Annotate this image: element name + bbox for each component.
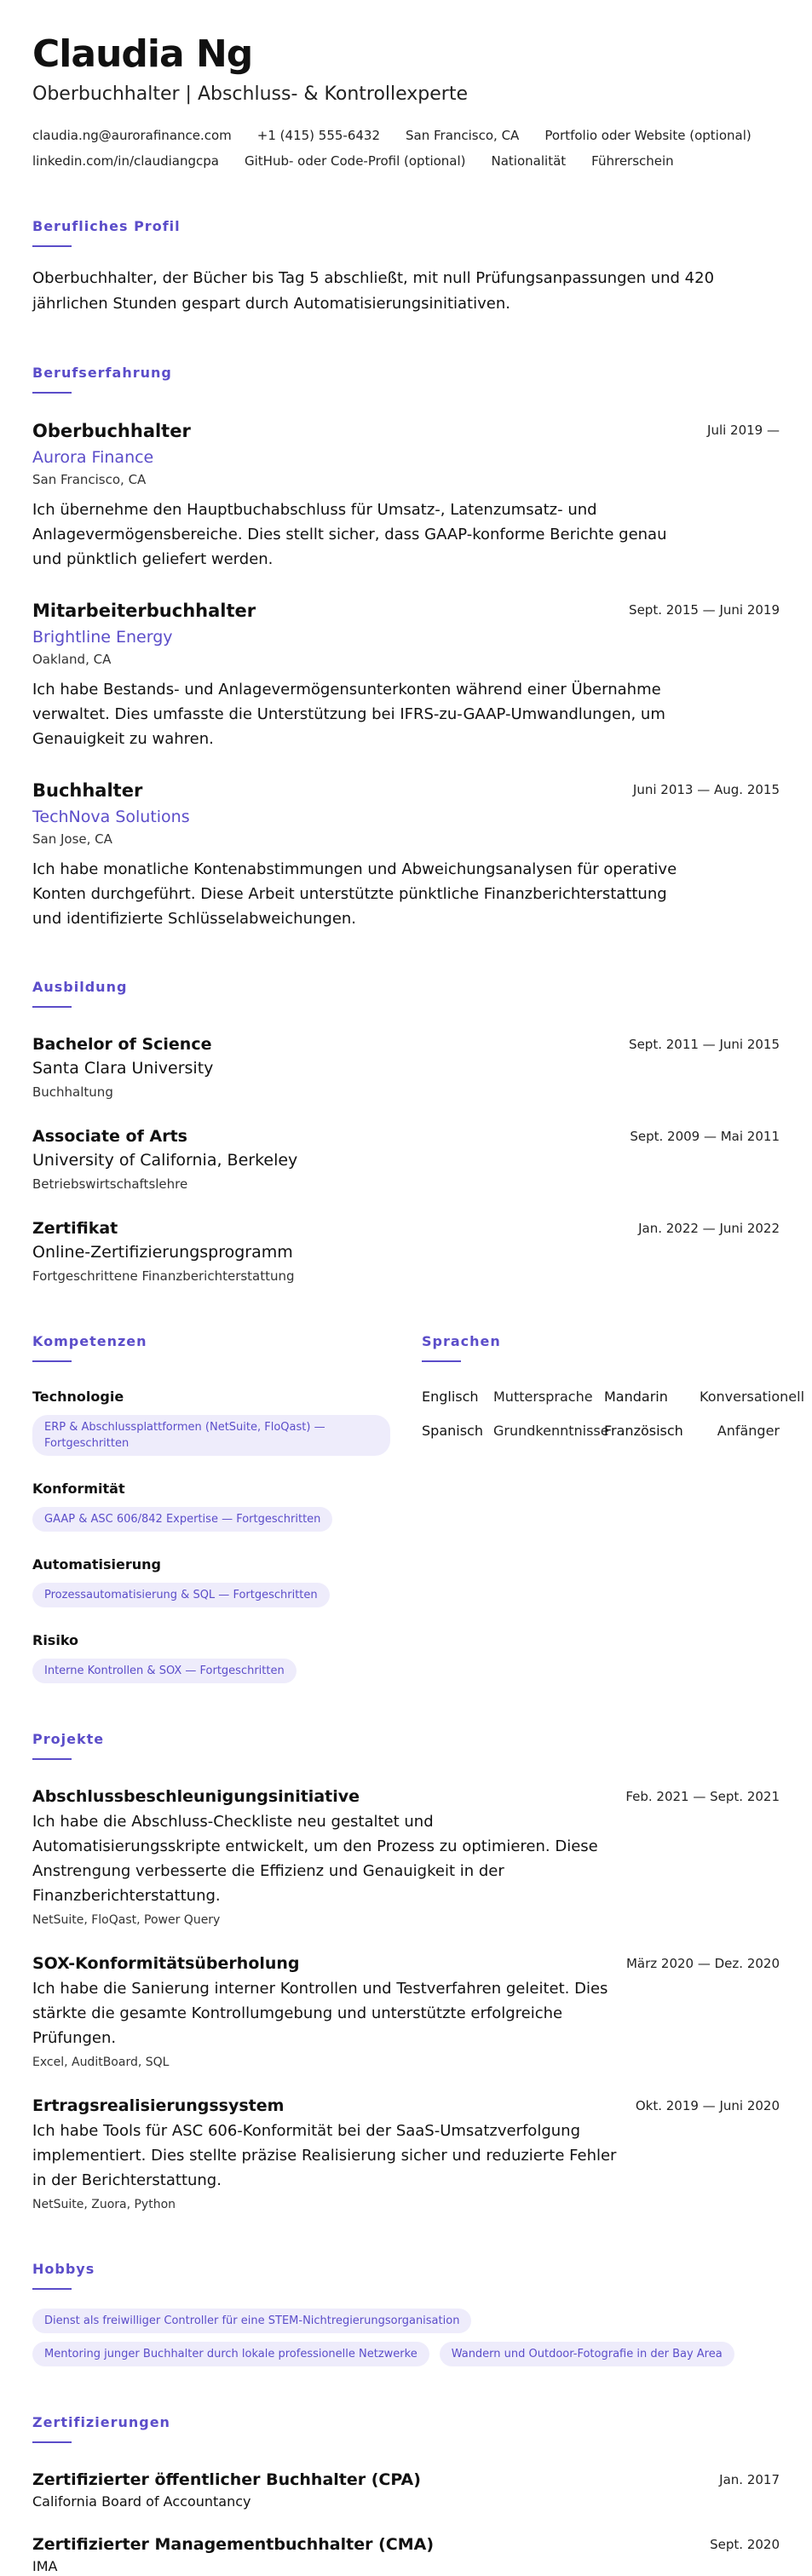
project-entry [32,2095,780,2213]
job-company: Aurora Finance [32,448,154,467]
section-divider [32,1360,72,1362]
language-level: Muttersprache [493,1389,593,1405]
certification-title: Zertifizierter Managementbuchhalter (CMA) [32,2535,435,2554]
section-title: Projekte [32,1731,105,1747]
job-company: Brightline Energy [32,628,173,647]
education-section [32,979,780,1285]
profile-section [32,218,780,317]
language-name: Englisch [422,1389,479,1405]
job-title: Buchhalter [32,780,143,801]
skills-languages-row [32,1333,805,1683]
skill-category: Risiko [32,1632,79,1648]
language-level: Konversationell [700,1389,805,1405]
project-entry [32,1785,780,1929]
skill-pill: ERP & Abschlussplattformen (NetSuite, FloQast) — Fortgeschritten [32,1415,390,1456]
job-company: TechNova Solutions [32,808,190,826]
certification-date: Sept. 2020 [710,2537,780,2552]
education-entry [32,1217,780,1285]
hobby-pill: Wandern und Outdoor-Fotografie in der Bay Area [440,2342,734,2366]
section-divider [32,1758,72,1760]
contact-email[interactable]: claudia.ng@aurorafinance.com [32,128,232,143]
job-entry [32,419,780,572]
education-field: Fortgeschrittene Finanzberichterstattung [32,1268,295,1284]
skill-category: Konformität [32,1481,125,1497]
section-title: Zertifizierungen [32,2414,170,2430]
job-entry [32,779,780,931]
skill-category: Automatisierung [32,1556,161,1573]
education-degree: Bachelor of Science [32,1035,212,1054]
job-entry [32,599,780,751]
skill-pill: GAAP & ASC 606/842 Expertise — Fortgeschritten [32,1507,332,1532]
education-institution: University of California, Berkeley [32,1151,298,1170]
education-dates: Sept. 2009 — Mai 2011 [630,1129,780,1144]
language-name: Spanisch [422,1423,483,1439]
language-name: Französisch [604,1423,683,1439]
education-degree: Associate of Arts [32,1127,187,1146]
certification-issuer: California Board of Accountancy [32,2493,251,2510]
certification-issuer: IMA [32,2558,58,2574]
hobby-pill: Dienst als freiwilliger Controller für eine STEM-Nichtregierungsorganisation [32,2309,471,2333]
contact-portfolio[interactable]: Portfolio oder Website (optional) [544,128,752,143]
job-description: Ich habe Bestands- und Anlagevermögensunterkonten während einer Übernahme verwaltet. Dies umfasste die Unterstützung bei IFRS-zu-GAAP-Umwandlungen, um Genauigkeit zu wahren. [32,681,665,748]
projects-section [32,1731,780,2213]
job-dates: Sept. 2015 — Juni 2019 [629,602,780,618]
section-divider [32,245,72,247]
certification-entry [32,2469,780,2511]
project-tech: NetSuite, FloQast, Power Query [32,1913,221,1927]
language-list [422,1388,805,1440]
project-description: Ich habe Tools für ASC 606-Konformität bei der SaaS-Umsatzverfolgung implementiert. Dies stellte präzise Realisierung sicher und reduzierte Fehler in der Berichterstattung. [32,2122,617,2189]
contact-linkedin[interactable]: linkedin.com/in/claudiangcpa [32,153,219,169]
skills-section [32,1333,390,1683]
section-divider [32,2288,72,2290]
project-entry [32,1952,780,2071]
candidate-headline: Oberbuchhalter | Abschluss- & Kontrollexperte [32,83,469,105]
project-dates: März 2020 — Dez. 2020 [625,1956,780,1971]
education-degree: Zertifikat [32,1219,118,1238]
section-title: Berufserfahrung [32,365,172,381]
job-location: Oakland, CA [32,652,112,667]
language-name: Mandarin [604,1389,668,1405]
education-institution: Online-Zertifizierungsprogramm [32,1243,293,1262]
section-title: Kompetenzen [32,1333,147,1349]
job-location: San Francisco, CA [32,472,147,487]
job-dates: Juli 2019 — [707,423,780,438]
candidate-name: Claudia Ng [32,32,253,76]
language-level: Anfänger [717,1423,780,1439]
project-title: Abschlussbeschleunigungsinitiative [32,1787,360,1806]
contact-license: Führerschein [591,153,674,169]
job-description: Ich habe monatliche Kontenabstimmungen und Abweichungsanalysen für operative Konten durchgeführt. Diese Arbeit unterstützte pünktliche Finanzberichterstattung und identifizierte Schlüsselabweichungen. [32,860,677,928]
contact-location: San Francisco, CA [406,128,520,143]
project-description: Ich habe die Sanierung interner Kontrollen und Testverfahren geleitet. Dies stärkte die gesamte Kontrollumgebung und unterstützte erfolgreiche Prüfungen. [32,1980,608,2047]
project-title: SOX-Konformitätsüberholung [32,1954,300,1973]
certification-date: Jan. 2017 [719,2472,780,2487]
hobby-list [32,2309,780,2366]
project-dates: Feb. 2021 — Sept. 2021 [625,1789,780,1804]
project-title: Ertragsrealisierungssystem [32,2096,285,2115]
section-divider [422,1360,461,1362]
hobby-pill: Mentoring junger Buchhalter durch lokale professionelle Netzwerke [32,2342,429,2366]
section-divider [32,392,72,394]
project-tech: Excel, AuditBoard, SQL [32,2056,170,2069]
job-location: San Jose, CA [32,831,112,847]
section-title: Sprachen [422,1333,501,1349]
project-tech: NetSuite, Zuora, Python [32,2198,176,2211]
section-title: Ausbildung [32,979,128,995]
education-field: Betriebswirtschaftslehre [32,1176,188,1192]
contact-list [32,126,780,170]
section-title: Berufliches Profil [32,218,181,234]
education-field: Buchhaltung [32,1084,113,1100]
skill-category: Technologie [32,1389,124,1405]
profile-text: Oberbuchhalter, der Bücher bis Tag 5 abschließt, mit null Prüfungsanpassungen und 420 jährlichen Stunden gespart durch Automatisierungsinitiativen. [32,269,715,313]
skill-pill: Interne Kontrollen & SOX — Fortgeschritten [32,1659,297,1683]
section-divider [32,2441,72,2443]
job-dates: Juni 2013 — Aug. 2015 [632,782,780,797]
section-divider [32,1006,72,1008]
contact-github[interactable]: GitHub- oder Code-Profil (optional) [245,153,466,169]
language-level: Grundkenntnisse [493,1423,609,1439]
education-entry [32,1033,780,1101]
job-description: Ich übernehme den Hauptbuchabschluss für Umsatz-, Latenzumsatz- und Anlagevermögensbereiche. Dies stellt sicher, dass GAAP-konforme Berichte genau und pünktlich geliefert werden. [32,501,667,568]
project-description: Ich habe die Abschluss-Checkliste neu gestaltet und Automatisierungsskripte entwickelt, um den Prozess zu optimieren. Diese Anstrengung verbesserte die Effizienz und Genauigkeit in der Finanzberichterstattung. [32,1813,598,1905]
experience-section [32,365,780,931]
section-title: Hobbys [32,2261,95,2277]
project-dates: Okt. 2019 — Juni 2020 [635,2098,780,2113]
skill-pill: Prozessautomatisierung & SQL — Fortgeschritten [32,1583,330,1607]
contact-nationality: Nationalität [491,153,567,169]
languages-section [422,1333,805,1683]
education-institution: Santa Clara University [32,1059,214,1078]
job-title: Mitarbeiterbuchhalter [32,601,256,621]
contact-phone[interactable]: +1 (415) 555-6432 [256,128,380,143]
certification-title: Zertifizierter öffentlicher Buchhalter (CPA) [32,2470,421,2489]
education-dates: Sept. 2011 — Juni 2015 [629,1037,780,1052]
hobbies-section [32,2261,780,2366]
job-title: Oberbuchhalter [32,421,191,441]
education-entry [32,1125,780,1193]
education-dates: Jan. 2022 — Juni 2022 [638,1221,780,1236]
certifications-section [32,2414,780,2576]
